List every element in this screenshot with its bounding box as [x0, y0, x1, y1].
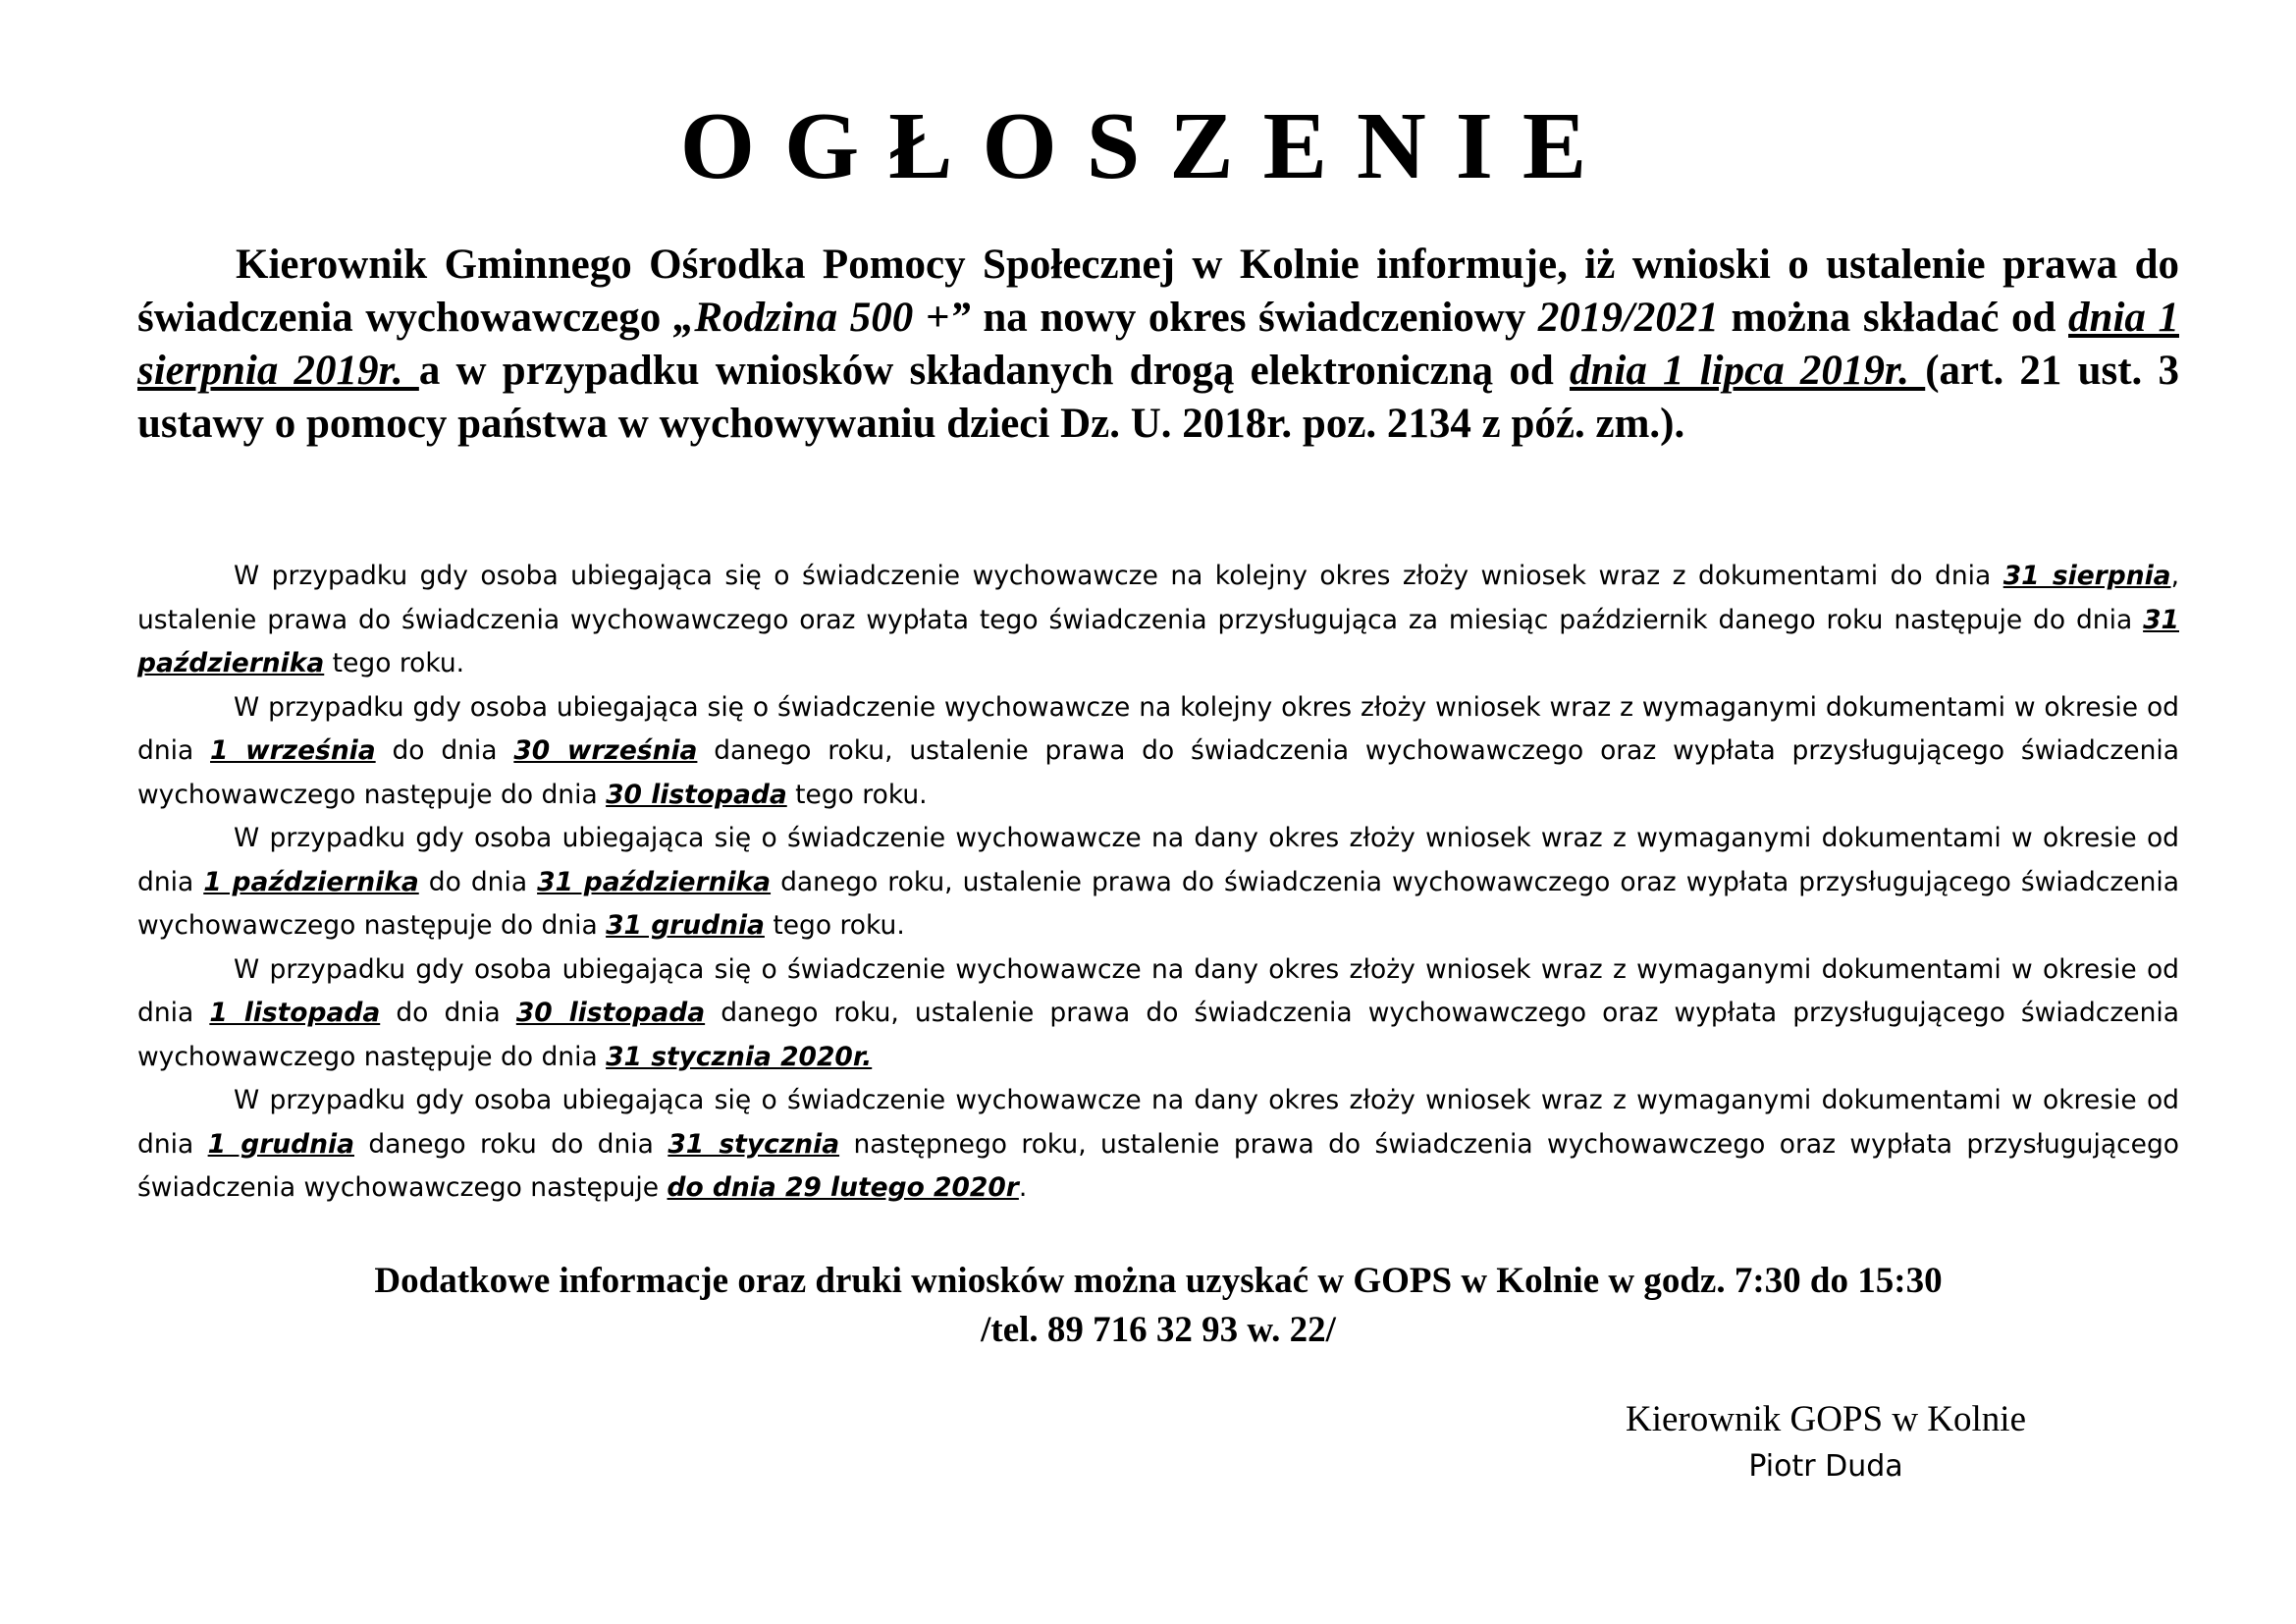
signature-name: Piotr Duda	[1748, 1449, 1903, 1484]
paragraph-text: do dnia	[380, 998, 516, 1028]
program-name: „Rodzina 500 +”	[672, 295, 971, 341]
deadline-paragraph	[137, 555, 2179, 686]
paragraph-text: W przypadku gdy osoba ubiegająca się o świadczenie wychowawcze na dany okres złoży wniosek wraz z wymaganymi dokumentami w okresie od dnia	[137, 953, 2179, 1028]
paragraph-text: danego roku do dnia	[353, 1128, 668, 1160]
paragraph-text: danego roku, ustalenie prawa do świadczenia wychowawczego oraz wypłata przysługującego świadczenia wychowawczego następuje do dnia	[137, 866, 2179, 941]
paragraph-text: W przypadku gdy osoba ubiegająca się o świadczenie wychowawcze na kolejny okres złoży wniosek wraz z dokumentami do dnia	[234, 561, 2003, 591]
signature-role: Kierownik GOPS w Kolnie	[1625, 1399, 2026, 1439]
highlighted-date: 30 września	[513, 735, 698, 766]
paragraph-text: danego roku, ustalenie prawa do świadczenia wychowawczego oraz wypłata przysługującego świadczenia wychowawczego następuje do dnia	[137, 735, 2179, 810]
signature-block	[1551, 1394, 2101, 1489]
contact-hours: Dodatkowe informacje oraz druki wniosków można uzyskać w GOPS w Kolnie w godz. 7:30 do 15:30	[374, 1261, 1943, 1301]
deadline-paragraph	[137, 817, 2179, 948]
contact-info	[137, 1257, 2179, 1355]
highlighted-date: 31 grudnia	[606, 910, 765, 941]
highlighted-date: 1 listopada	[209, 998, 381, 1028]
deadline-paragraph	[137, 1079, 2179, 1211]
paragraph-text: W przypadku gdy osoba ubiegająca się o świadczenie wychowawcze na kolejny okres złoży wniosek wraz z wymaganymi dokumentami w okresie od dnia	[137, 691, 2179, 766]
contact-phone: /tel. 89 716 32 93 w. 22/	[981, 1310, 1336, 1350]
lead-paragraph	[137, 239, 2179, 451]
highlighted-date: 31 października	[537, 866, 772, 897]
highlighted-date: 1 października	[203, 866, 419, 897]
highlighted-date: 1 września	[210, 735, 376, 766]
page-title: OGŁOSZENIE	[679, 93, 1617, 199]
highlighted-date: 31 sierpnia	[2002, 561, 2171, 591]
paragraph-text: następnego roku, ustalenie prawa do świadczenia wychowawczego oraz wypłata przysługującego świadczenia wychowawczego następuje	[137, 1128, 2179, 1203]
lead-text: Kierownik Gminnego Ośrodka Pomocy Społecznej w Kolnie informuje, iż wnioski o ustalenie prawa do świadczenia wychowawczego	[137, 242, 2179, 341]
highlighted-date: 31 stycznia 2020r.	[606, 1041, 873, 1072]
lead-text: (art. 21 ust. 3 ustawy o pomocy państwa w wychowywaniu dzieci Dz. U. 2018r. poz. 2134 z póź. zm.).	[137, 348, 2179, 447]
highlighted-date: 30 listopada	[606, 779, 787, 810]
highlighted-date: 31 stycznia	[667, 1128, 840, 1160]
benefit-period: 2019/2021	[1537, 295, 1719, 341]
deadlines-section	[137, 555, 2179, 1211]
paragraph-text: W przypadku gdy osoba ubiegająca się o świadczenie wychowawcze na dany okres złoży wniosek wraz z wymaganymi dokumentami w okresie od dnia	[137, 1085, 2179, 1160]
deadline-paragraph	[137, 686, 2179, 818]
paragraph-text: do dnia	[375, 735, 514, 766]
online-start-date: dnia 1 lipca 2019r.	[1569, 348, 1926, 394]
highlighted-date: 1 grudnia	[207, 1128, 354, 1160]
highlighted-date: do dnia 29 lutego 2020r	[667, 1172, 1019, 1203]
highlighted-date: 30 listopada	[515, 998, 706, 1028]
paragraph-text: tego roku.	[324, 648, 465, 678]
paragraph-text: .	[1018, 1172, 1028, 1203]
paragraph-text: W przypadku gdy osoba ubiegająca się o świadczenie wychowawcze na dany okres złoży wniosek wraz z wymaganymi dokumentami w okresie od dnia	[137, 823, 2179, 897]
deadline-paragraph	[137, 948, 2179, 1080]
paragraph-text: tego roku.	[764, 910, 905, 941]
highlighted-date: 31 października	[137, 604, 2179, 678]
lead-text: na nowy okres świadczeniowy	[970, 295, 1538, 341]
paragraph-text: , ustalenie prawa do świadczenia wychowawczego oraz wypłata tego świadczenia przysługująca za miesiąc październik danego roku następuje do dnia	[137, 561, 2179, 635]
lead-text: a w przypadku wniosków składanych drogą elektroniczną od	[418, 348, 1570, 394]
lead-text: można składać od	[1718, 295, 2069, 341]
paragraph-text: danego roku, ustalenie prawa do świadczenia wychowawczego oraz wypłata przysługującego świadczenia wychowawczego następuje do dnia	[137, 998, 2179, 1072]
paragraph-text: tego roku.	[786, 779, 928, 810]
paragraph-text: do dnia	[418, 866, 538, 897]
paper-start-date: dnia 1 sierpnia 2019r.	[137, 295, 2179, 394]
